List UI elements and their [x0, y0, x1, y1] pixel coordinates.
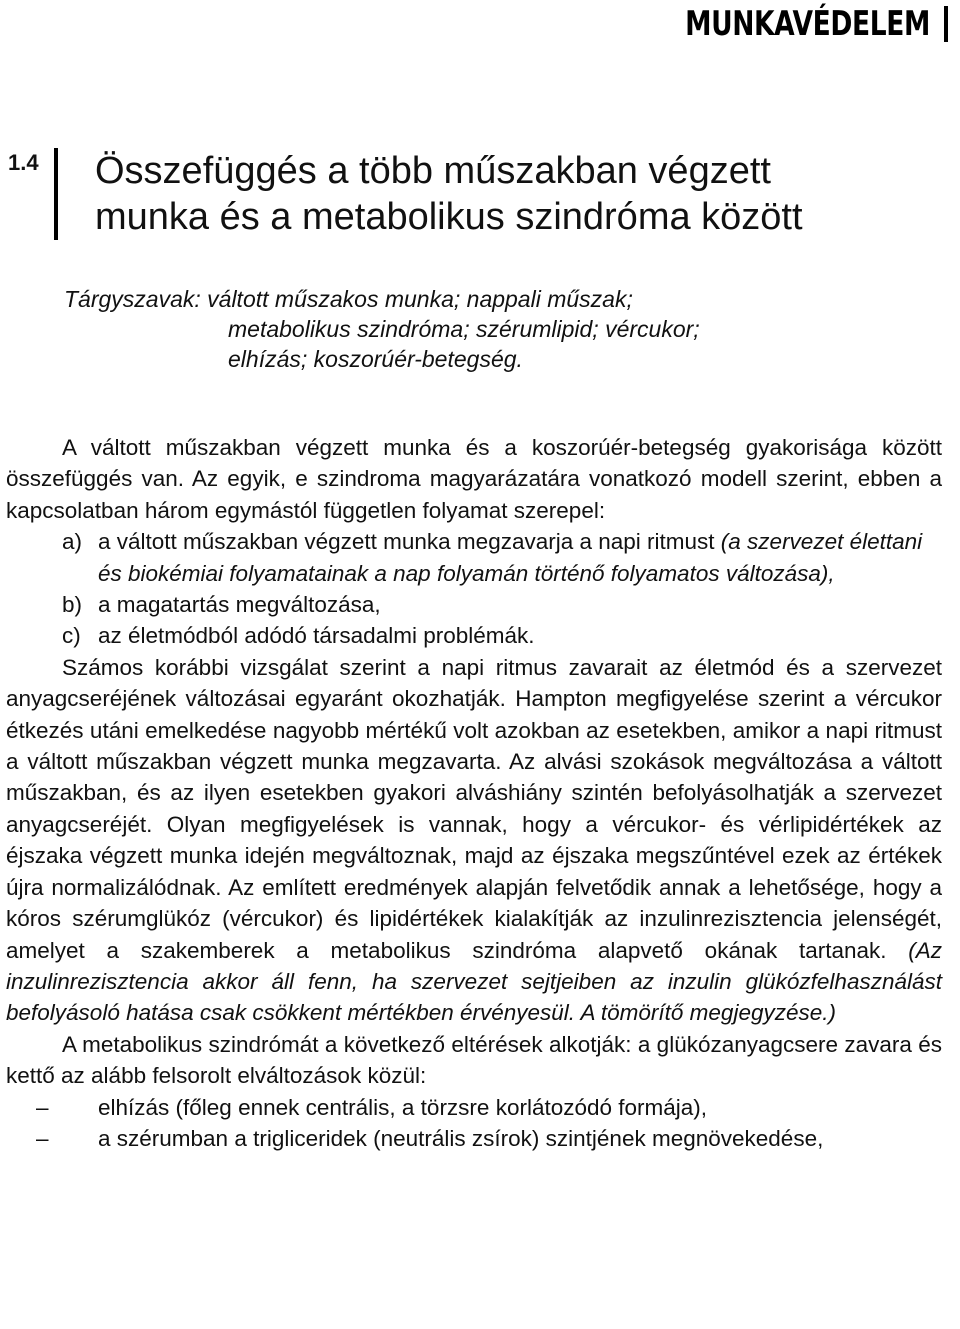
keywords-line-3: elhízás; koszorúér-betegség.: [228, 346, 523, 372]
dash-list-item-2: [36, 1123, 942, 1154]
list-marker: c): [62, 623, 81, 649]
list-marker: a): [62, 529, 83, 555]
list-text: az életmódból adódó társadalmi problémák.: [98, 623, 535, 649]
section-number: 1.4: [8, 150, 39, 175]
paragraph-definition: A metabolikus szindrómát a következő eltérések alkotják: a glükózanyagcsere zavara és kettő az alább felsorolt elváltozások közül:: [6, 1031, 942, 1089]
header-marker-bar: [944, 6, 948, 42]
article-body: [6, 432, 942, 1154]
list-text: [98, 526, 942, 589]
editor-note: (Az inzulinrezisztencia akkor áll fenn, ha szervezet sejtjeiben az inzulin glükózfelhasználást befolyásoló hatása csak csökkent mértékben érvényesül. A tömörítő megjegyzése.): [6, 937, 942, 1026]
list-item-a: [62, 526, 942, 589]
list-text-plain: a váltott műszakban végzett munka megzavarja a napi ritmust: [98, 529, 721, 555]
section-title-line-1: Összefüggés a több műszakban végzett: [95, 150, 771, 192]
dash-text: a szérumban a trigliceridek (neutrális zsírok) szintjének megnövekedése,: [98, 1125, 824, 1151]
dash-marker: –: [36, 1125, 49, 1151]
paragraph-findings: [6, 652, 942, 1029]
page-header-title: MUNKAVÉDELEM: [685, 4, 930, 44]
paragraph-findings-text: Számos korábbi vizsgálat szerint a napi ritmus zavarait az életmód és a szervezet anyagcseréjének változásai egyaránt okozhatják. Hampton megfigyelése szerint a vércukor étkezés utáni emelkedése nagyobb mértékű volt azokban az esetekben, amikor a napi ritmust a váltott műszakban végzett munka megzavarta. Az alvási szokások megváltozása a váltott műszakban, és az ilyen esetekben gyakori alváshiány szintén befolyásolhatják a szervezet anyagcseréjét. Olyan megfigyelések is vannak, hogy a vércukor- és vérlipidértékek az éjszaka végzett munka idején megváltoznak, majd az éjszaka megszűntével ezek az értékek újra normalizálódnak. Az említett eredmények alapján felvetődik annak a lehetősége, hogy a kóros szérumglükóz (vércukor) és lipidértékek kialakítják az inzulinrezisztencia jelenségét, amelyet a szakemberek a metabolikus szindróma alapvető okának tartanak.: [6, 654, 942, 963]
keywords-block: [64, 284, 864, 374]
keywords-line-1: Tárgyszavak: váltott műszakos munka; nappali műszak;: [64, 286, 633, 312]
keywords-line-2: metabolikus szindróma; szérumlipid; vércukor;: [228, 316, 700, 342]
dash-list-item-1: [36, 1092, 942, 1123]
section-divider: [54, 148, 58, 240]
dash-marker: –: [36, 1094, 49, 1120]
section-title-line-2: munka és a metabolikus szindróma között: [95, 196, 803, 238]
list-text: a magatartás megváltozása,: [98, 592, 381, 618]
list-item-b: [62, 589, 942, 620]
list-item-c: [62, 620, 942, 651]
list-text-italic: (a szervezet élettani és biokémiai folyamatainak a nap folyamán történő folyamatos változása),: [98, 529, 923, 586]
paragraph-intro: A váltott műszakban végzett munka és a koszorúér-betegség gyakorisága között összefüggés van. Az egyik, e szindroma magyarázatára vonatkozó modell szerint, ebben a kapcsolatban három egymástól független folyamat szerepel:: [6, 435, 942, 523]
list-marker: b): [62, 592, 83, 618]
dash-text: elhízás (főleg ennek centrális, a törzsre korlátozódó formája),: [98, 1094, 708, 1120]
section-title: [95, 148, 935, 240]
